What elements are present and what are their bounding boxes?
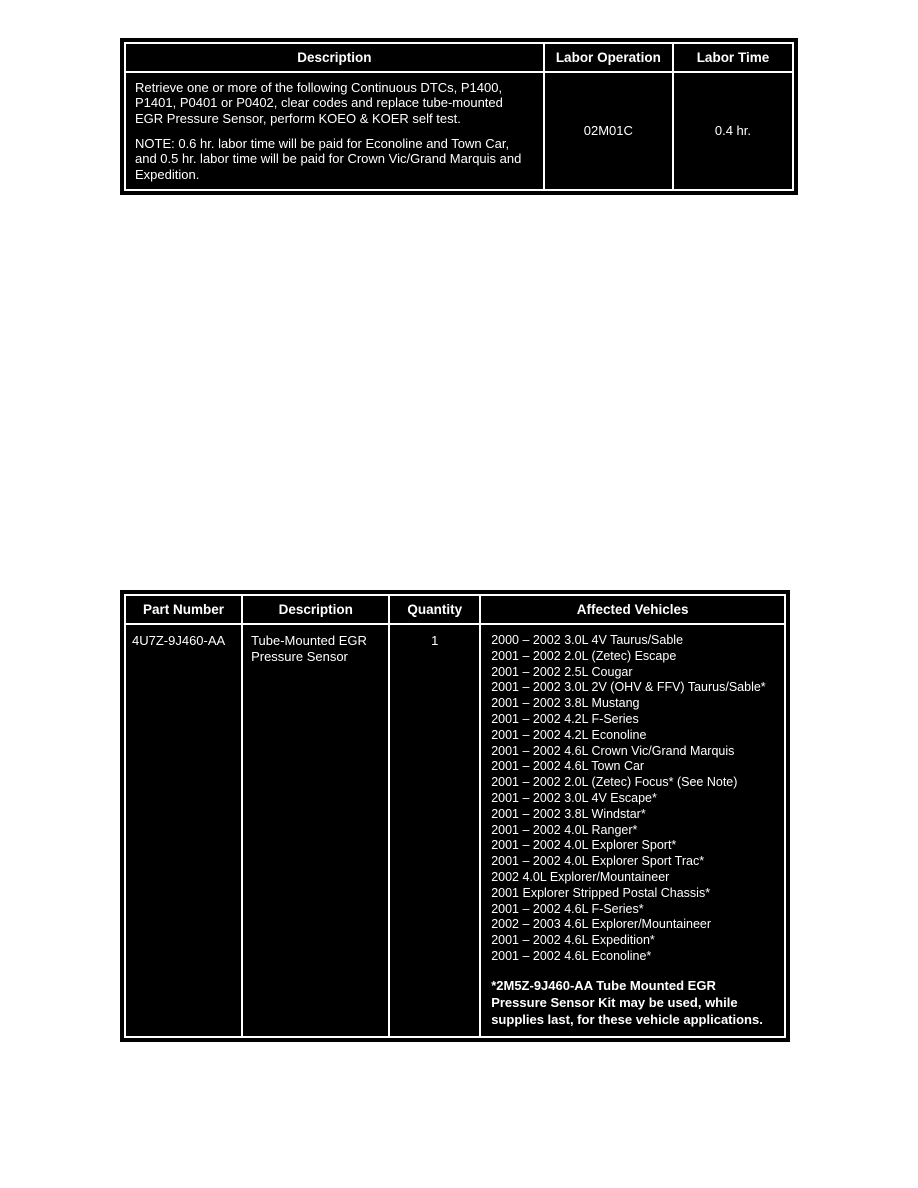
labor-description-cell — [125, 72, 544, 190]
labor-table-grid — [124, 42, 794, 191]
part-description-value: Tube-Mounted EGR Pressure Sensor — [242, 624, 389, 1037]
labor-table-header-row — [125, 43, 793, 72]
labor-header-time: Labor Time — [673, 43, 793, 72]
vehicle-line: 2001 – 2002 4.0L Explorer Sport Trac* — [491, 854, 705, 869]
vehicle-line: 2001 – 2002 4.6L Town Car — [491, 759, 645, 774]
parts-table — [120, 590, 790, 1042]
vehicle-line: 2001 – 2002 3.0L 4V Escape* — [491, 790, 657, 805]
affected-vehicles-cell — [480, 624, 785, 1037]
parts-header-quantity: Quantity — [389, 595, 480, 624]
vehicle-line: 2001 – 2002 2.0L (Zetec) Escape — [491, 648, 677, 663]
vehicle-line: 2001 – 2002 3.0L 2V (OHV & FFV) Taurus/Sable* — [491, 680, 766, 695]
vehicle-line: 2001 – 2002 2.5L Cougar — [491, 664, 633, 679]
vehicle-line: 2001 – 2002 4.0L Explorer Sport* — [491, 838, 677, 853]
vehicle-line: 2001 Explorer Stripped Postal Chassis* — [491, 885, 711, 900]
part-quantity-value: 1 — [389, 624, 480, 1037]
labor-note-text: NOTE: 0.6 hr. labor time will be paid for Econoline and Town Car, and 0.5 hr. labor time will be paid for Crown Vic/Grand Marquis and Expedition. — [135, 135, 522, 182]
labor-table — [120, 38, 798, 195]
vehicle-line: 2002 – 2003 4.6L Explorer/Mountaineer — [491, 917, 712, 932]
labor-description-text: Retrieve one or more of the following Continuous DTCs, P1400, P1401, P0401 or P0402, clear codes and replace tube-mounted EGR Pressure Sensor, perform KOEO & KOER self test. — [135, 80, 503, 126]
vehicle-line: 2001 – 2002 3.8L Mustang — [491, 696, 640, 711]
labor-header-operation: Labor Operation — [544, 43, 673, 72]
vehicle-line: 2000 – 2002 3.0L 4V Taurus/Sable — [491, 633, 684, 647]
labor-table-row — [125, 72, 793, 190]
labor-time-value: 0.4 hr. — [673, 72, 793, 190]
parts-table-header-row — [125, 595, 785, 624]
part-number-value: 4U7Z-9J460-AA — [125, 624, 242, 1037]
labor-header-description: Description — [125, 43, 544, 72]
parts-table-row — [125, 624, 785, 1037]
vehicle-line: 2001 – 2002 4.6L Expedition* — [491, 933, 655, 948]
parts-table-grid — [124, 594, 786, 1038]
vehicle-line: 2001 – 2002 4.2L F-Series — [491, 711, 639, 726]
vehicle-line: 2001 – 2002 4.6L Econoline* — [491, 948, 652, 963]
parts-header-part-number: Part Number — [125, 595, 242, 624]
vehicle-line: 2001 – 2002 4.6L F-Series* — [491, 901, 644, 916]
vehicle-line: 2001 – 2002 3.8L Windstar* — [491, 806, 646, 821]
parts-header-affected-vehicles: Affected Vehicles — [480, 595, 785, 624]
vehicle-line: 2001 – 2002 4.2L Econoline — [491, 727, 647, 742]
parts-header-description: Description — [242, 595, 389, 624]
labor-operation-value: 02M01C — [544, 72, 673, 190]
vehicle-line: 2001 – 2002 2.0L (Zetec) Focus* (See Note) — [491, 775, 738, 790]
vehicle-line: 2001 – 2002 4.6L Crown Vic/Grand Marquis — [491, 743, 735, 758]
vehicle-line: 2001 – 2002 4.0L Ranger* — [491, 822, 638, 837]
vehicle-line: 2002 4.0L Explorer/Mountaineer — [491, 869, 670, 884]
affected-vehicles-note: *2M5Z-9J460-AA Tube Mounted EGR Pressure Sensor Kit may be used, while supplies last, for these vehicle applications. — [491, 977, 763, 1027]
affected-vehicles-list — [491, 633, 774, 965]
